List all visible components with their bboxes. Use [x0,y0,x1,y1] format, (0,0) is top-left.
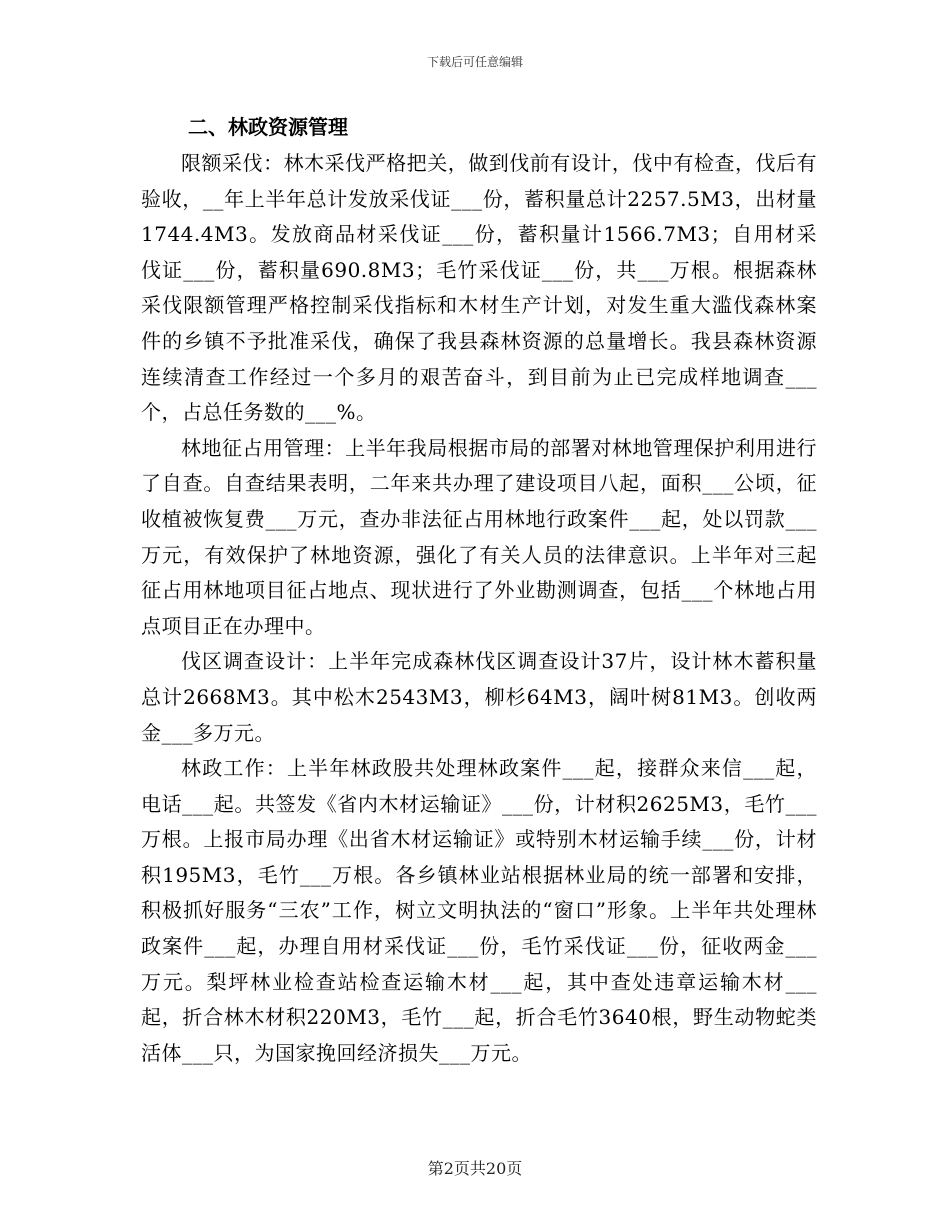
document-body [141,108,817,1071]
section-heading: 二、林政资源管理 [188,115,348,139]
page-number: 第2页共20页 [427,1159,523,1178]
paragraph-land-occupation: 林地征占用管理：上半年我局根据市局的部署对林地管理保护利用进行了自查。自查结果表明，二年来共办理了建设项目八起，面积___公顷，征收植被恢复费___万元，查办非法征占用林地行政案件___起，处以罚款___万元，有效保护了林地资源，强化了有关人员的法律意识。上半年对三起征占用林地项目征占地点、现状进行了外业勘测调查，包括___个林地占用点项目正在办理中。 [141,435,817,638]
paragraph-quota-logging: 限额采伐：林木采伐严格把关，做到伐前有设计，伐中有检查，伐后有验收，__年上半年总计发放采伐证___份，蓄积量总计2257.5M3，出材量1744.4M3。发放商品材采伐证___份，蓄积量计1566.7M3；自用材采伐证___份，蓄积量690.8M3；毛竹采伐证___份，共___万根。根据森林采伐限额管理严格控制采伐指标和木材生产计划，对发生重大滥伐森林案件的乡镇不予批准采伐，确保了我县森林资源的总量增长。我县森林资源连续清查工作经过一个多月的艰苦奋斗，到目前为止已完成样地调查___个，占总任务数的___%。 [141,151,817,425]
paragraph-cutting-area-survey: 伐区调查设计：上半年完成森林伐区调查设计37片，设计林木蓄积量总计2668M3。其中松木2543M3，柳杉64M3，阔叶树81M3。创收两金___多万元。 [141,649,817,745]
page-header-note: 下载后可任意编辑 [426,55,523,69]
paragraph-forestry-administration: 林政工作：上半年林政股共处理林政案件___起，接群众来信___起，电话___起。共签发《省内木材运输证》___份，计材积2625M3，毛竹___万根。上报市局办理《出省木材运输证》或特别木材运输手续___份，计材积195M3，毛竹___万根。各乡镇林业站根据林业局的统一部署和安排，积极抓好服务“三农”工作，树立文明执法的“窗口”形象。上半年共处理林政案件___起，办理自用材采伐证___份，毛竹采伐证___份，征收两金___万元。梨坪林业检查站检查运输木材___起，其中查处违章运输木材___起，折合林木材积220M3，毛竹___起，折合毛竹3640根，野生动物蛇类活体___只，为国家挽回经济损失___万元。 [141,756,817,1065]
